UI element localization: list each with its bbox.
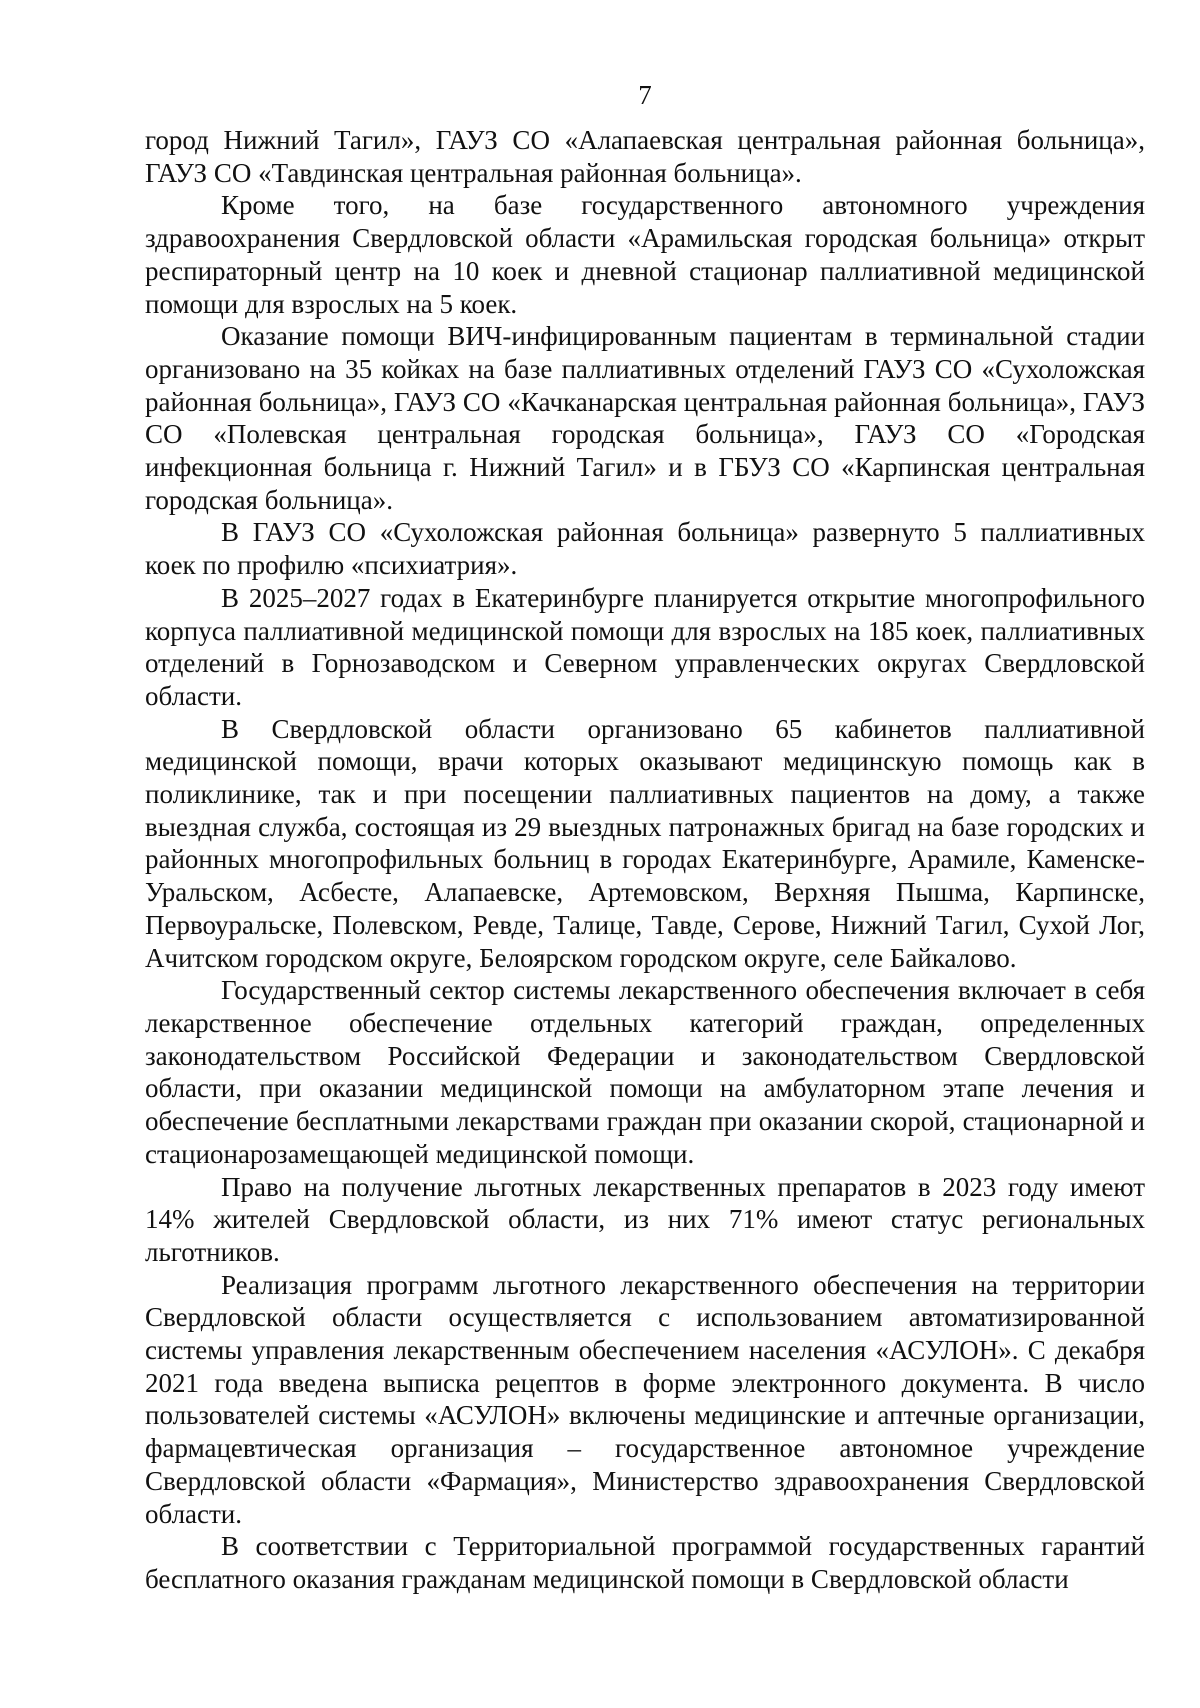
- document-body: [145, 124, 1145, 1596]
- paragraph: Государственный сектор системы лекарственного обеспечения включает в себя лекарственное обеспечение отдельных категорий граждан, определенных законодательством Российской Федерации и законодательством Свердловской области, при оказании медицинской помощи на амбулаторном этапе лечения и обеспечение бесплатными лекарствами граждан при оказании скорой, стационарной и стационарозамещающей медицинской помощи.: [145, 975, 1145, 1169]
- paragraph-continuation: город Нижний Тагил», ГАУЗ СО «Алапаевская центральная районная больница», ГАУЗ СО «Тавдинская центральная районная больница».: [145, 125, 1145, 188]
- paragraph: В ГАУЗ СО «Сухоложская районная больница» развернуто 5 паллиативных коек по профилю «психиатрия».: [145, 517, 1145, 581]
- paragraph: В Свердловской области организовано 65 кабинетов паллиативной медицинской помощи, врачи которых оказывают медицинскую помощь как в поликлинике, так и при посещении паллиативных пациентов на дому, а также выездная служба, состоящая из 29 выездных патронажных бригад на базе городских и районных многопрофильных больниц в городах Екатеринбурге, Арамиле, Каменске-Уральском, Асбесте, Алапаевске, Артемовском, Верхняя Пышма, Карпинске, Первоуральске, Полевском, Ревде, Талице, Тавде, Серове, Нижний Тагил, Сухой Лог, Ачитском городском округе, Белоярском городском округе, селе Байкалово.: [145, 713, 1145, 973]
- paragraph: Кроме того, на базе государственного автономного учреждения здравоохранения Свердловской области «Арамильская городская больница» открыт респираторный центр на 10 коек и дневной стационар паллиативной медицинской помощи для взрослых на 5 коек.: [145, 190, 1145, 319]
- page-number: 7: [638, 80, 652, 110]
- paragraph: Право на получение льготных лекарственных препаратов в 2023 году имеют 14% жителей Свердловской области, из них 71% имеют статус региональных льготников.: [145, 1171, 1145, 1267]
- paragraph: Реализация программ льготного лекарственного обеспечения на территории Свердловской области осуществляется с использованием автоматизированной системы управления лекарственным обеспечением населения «АСУЛОН». С декабря 2021 года введена выписка рецептов в форме электронного документа. В число пользователей системы «АСУЛОН» включены медицинские и аптечные организации, фармацевтическая организация – государственное автономное учреждение Свердловской области «Фармация», Министерство здравоохранения Свердловской области.: [145, 1269, 1145, 1529]
- paragraph: В соответствии с Территориальной программой государственных гарантий бесплатного оказания гражданам медицинской помощи в Свердловской области: [145, 1531, 1145, 1594]
- paragraph: В 2025–2027 годах в Екатеринбурге планируется открытие многопрофильного корпуса паллиативной медицинской помощи для взрослых на 185 коек, паллиативных отделений в Горнозаводском и Северном управленческих округах Свердловской области.: [145, 582, 1145, 711]
- paragraph: Оказание помощи ВИЧ-инфицированным пациентам в терминальной стадии организовано на 35 койках на базе паллиативных отделений ГАУЗ СО «Сухоложская районная больница», ГАУЗ СО «Качканарская центральная районная больница», ГАУЗ СО «Полевская центральная городская больница», ГАУЗ СО «Городская инфекционная больница г. Нижний Тагил» и в ГБУЗ СО «Карпинская центральная городская больница».: [145, 321, 1145, 515]
